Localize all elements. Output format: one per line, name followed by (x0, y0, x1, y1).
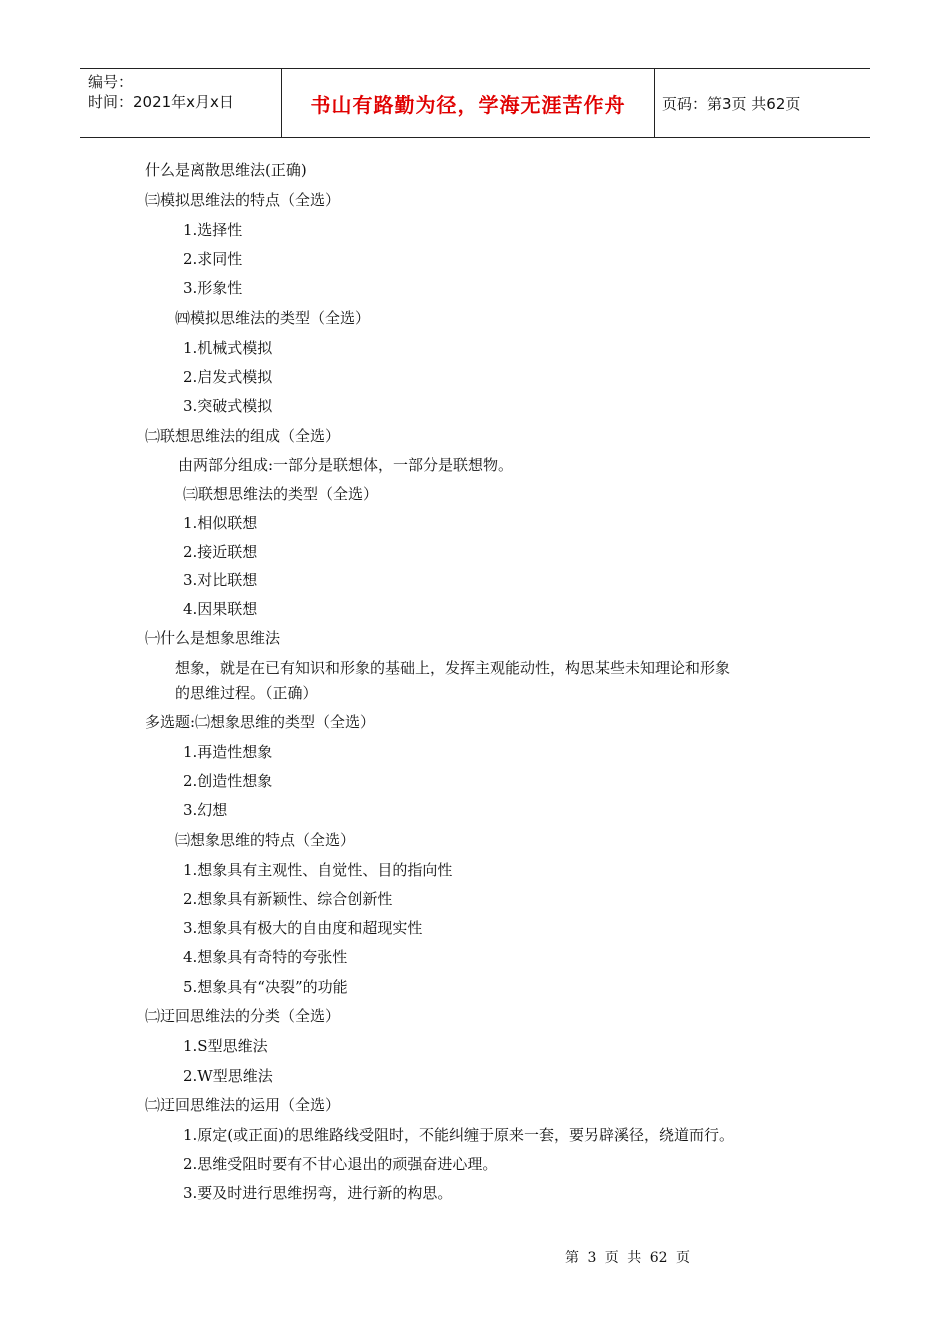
list-item: 2.想象具有新颖性、综合创新性 (183, 890, 393, 908)
list-item: 2.创造性想象 (183, 772, 273, 790)
section-heading: ㈢模拟思维法的特点（全选） (145, 191, 341, 209)
list-item: 2.求同性 (183, 250, 243, 268)
list-item: 4.想象具有奇特的夸张性 (183, 948, 348, 966)
list-item: 1.选择性 (183, 221, 243, 239)
section-heading: ㈡迂回思维法的运用（全选） (145, 1096, 341, 1114)
list-item: 3.幻想 (183, 801, 228, 819)
list-item: 2.接近联想 (183, 543, 258, 561)
list-item: 1.机械式模拟 (183, 339, 273, 357)
paragraph: 的思维过程。（正确） (175, 684, 318, 702)
list-item: 5.想象具有“决裂”的功能 (183, 978, 348, 996)
list-item: 1.再造性想象 (183, 743, 273, 761)
header-motto: 书山有路勤为径，学海无涯苦作舟 (281, 69, 655, 137)
list-item: 1.原定(或正面)的思维路线受阻时，不能纠缠于原来一套，要另辟溪径，绕道而行。 (183, 1126, 735, 1144)
section-heading: ㈢联想思维法的类型（全选） (183, 485, 379, 503)
list-item: 3.对比联想 (183, 571, 258, 589)
header-meta (88, 69, 283, 137)
list-item: 1.想象具有主观性、自觉性、目的指向性 (183, 861, 453, 879)
list-item: 2.思维受阻时要有不甘心退出的顽强奋进心理。 (183, 1155, 498, 1173)
paragraph: 由两部分组成:一部分是联想体，一部分是联想物。 (178, 456, 514, 474)
list-item: 1.相似联想 (183, 514, 258, 532)
section-heading: ㈣模拟思维法的类型（全选） (175, 309, 371, 327)
page-header (80, 68, 870, 138)
list-item: 3.形象性 (183, 279, 243, 297)
section-heading: ㈡迂回思维法的分类（全选） (145, 1007, 341, 1025)
serial-label: 编号： (88, 73, 134, 91)
section-heading: 多选题:㈡想象思维的类型（全选） (145, 713, 376, 731)
page-footer: 第 3 页 共 62 页 (565, 1250, 690, 1266)
header-page-info: 页码：第3页 共62页 (662, 94, 801, 113)
list-item: 3.突破式模拟 (183, 397, 273, 415)
date-label: 时间：2021年x月x日 (88, 93, 234, 111)
list-item: 4.因果联想 (183, 600, 258, 618)
paragraph: 想象，就是在已有知识和形象的基础上，发挥主观能动性，构思某些未知理论和形象 (175, 659, 731, 677)
list-item: 2.启发式模拟 (183, 368, 273, 386)
list-item: 2.W型思维法 (183, 1067, 273, 1085)
section-heading: ㈠什么是想象思维法 (145, 629, 281, 647)
section-heading: ㈡联想思维法的组成（全选） (145, 427, 341, 445)
section-heading: ㈢想象思维的特点（全选） (175, 831, 356, 849)
list-item: 3.要及时进行思维拐弯，进行新的构思。 (183, 1184, 453, 1202)
list-item: 3.想象具有极大的自由度和超现实性 (183, 919, 423, 937)
list-item: 1.S型思维法 (183, 1037, 268, 1055)
text-line: 什么是离散思维法(正确) (145, 161, 307, 179)
